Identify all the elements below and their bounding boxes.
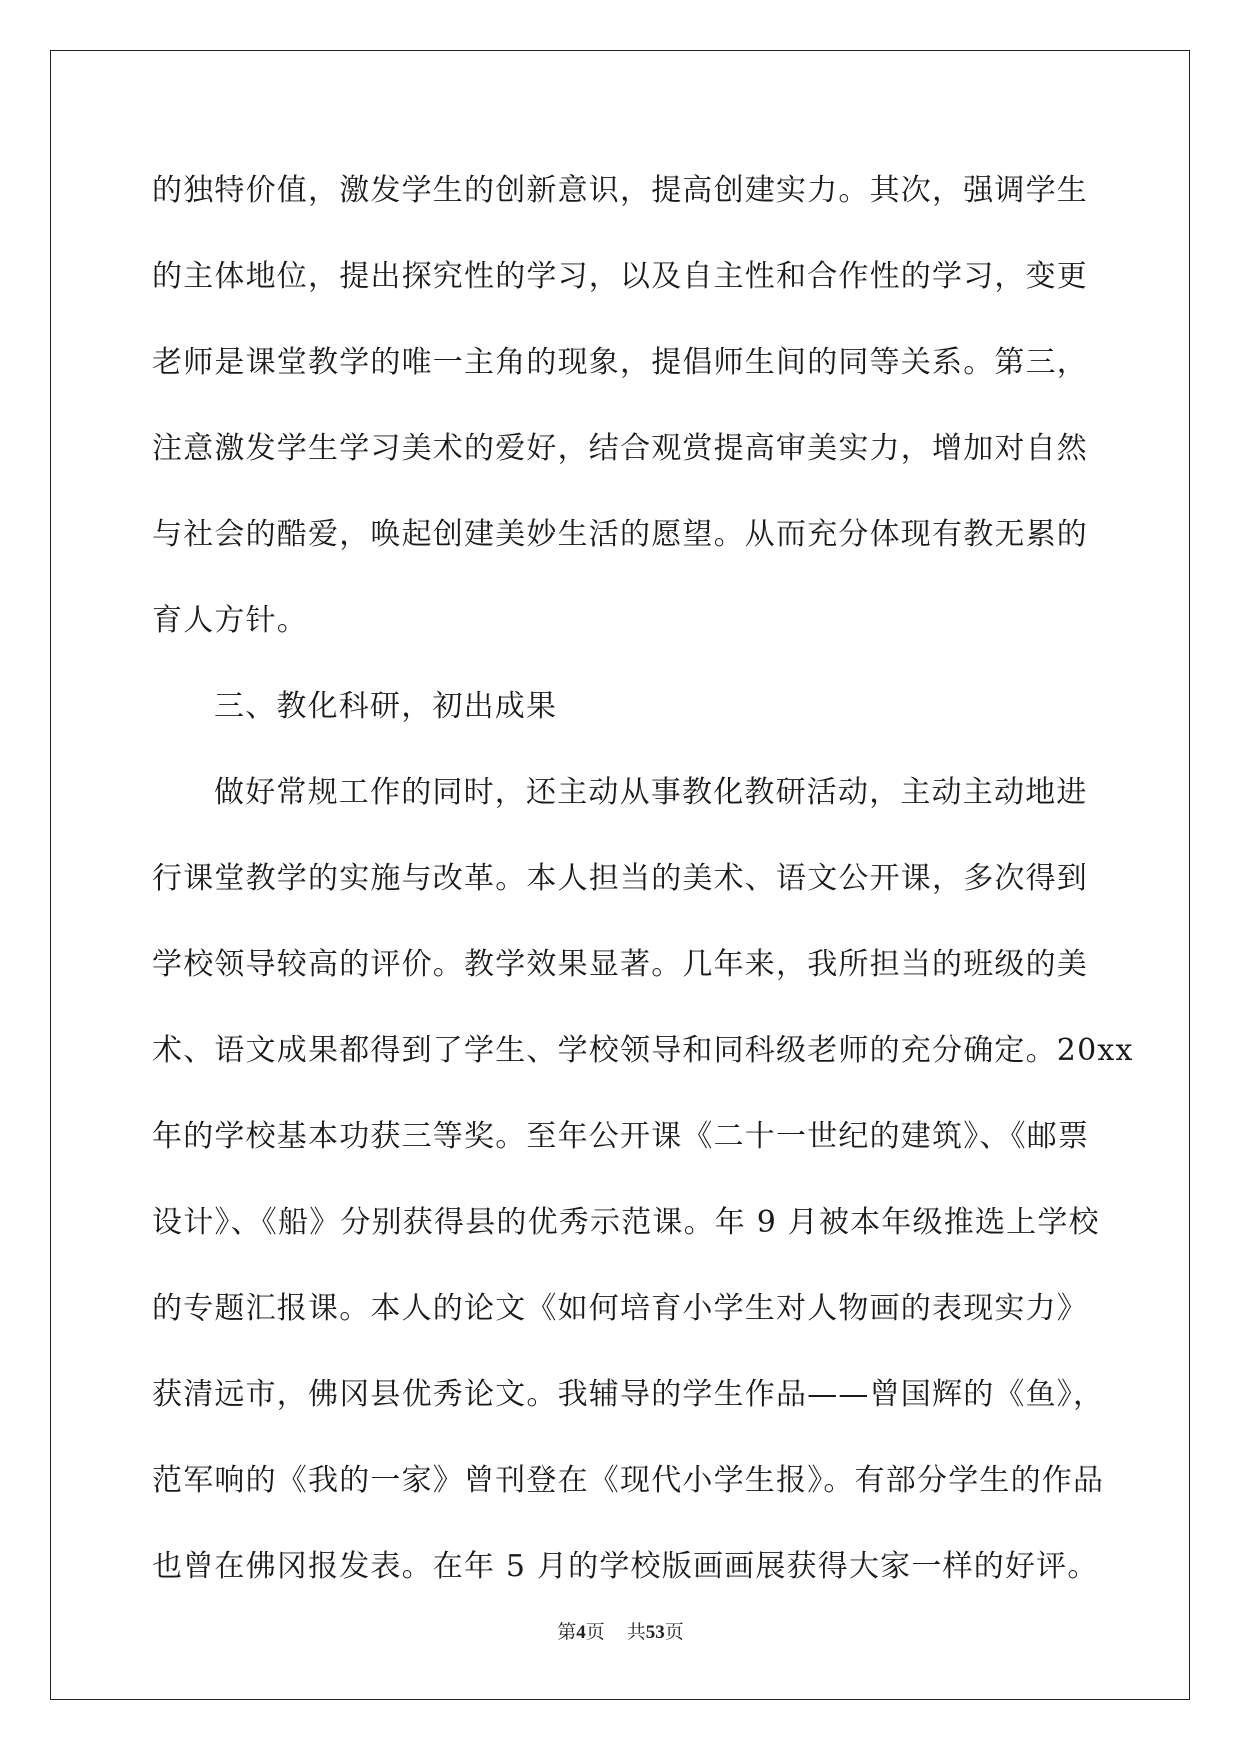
text-line: 的独特价值，激发学生的创新意识，提高创建实力。其次，强调学生: [152, 173, 1088, 208]
footer-total-prefix: 共: [626, 1622, 646, 1643]
footer-prefix: 第: [557, 1622, 577, 1643]
text-line: 设计》、《船》分别获得县的优秀示范课。年 9 月被本年级推选上学校: [152, 1205, 1100, 1240]
text-line: 获清远市，佛冈县优秀论文。我辅导的学生作品——曾国辉的《鱼》，: [152, 1377, 1105, 1412]
text-line: 的主体地位，提出探究性的学习，以及自主性和合作性的学习，变更: [152, 259, 1088, 294]
text-line: 年的学校基本功获三等奖。至年公开课《二十一世纪的建筑》、《邮票: [152, 1119, 1090, 1154]
footer-page-suffix: 页: [585, 1622, 605, 1643]
text-line: 也曾在佛冈报发表。在年 5 月的学校版画画展获得大家一样的好评。: [152, 1549, 1099, 1584]
text-line: 做好常规工作的同时，还主动从事教化教研活动，主动主动地进: [214, 775, 1088, 810]
section-heading: 三、教化科研，初出成果: [214, 689, 558, 724]
current-page-number: 4: [576, 1622, 586, 1643]
text-line: 术、语文成果都得到了学生、学校领导和同科级老师的充分确定。20xx: [152, 1033, 1134, 1068]
page-footer: [0, 1617, 1241, 1644]
document-body: [152, 160, 1134, 1622]
total-pages-number: 53: [645, 1622, 665, 1643]
text-line: 老师是课堂教学的唯一主角的现象，提倡师生间的同等关系。第三，: [152, 345, 1088, 380]
text-line: 育人方针。: [152, 603, 308, 638]
text-line: 范军响的《我的一家》曾刊登在《现代小学生报》。有部分学生的作品: [152, 1463, 1105, 1498]
text-line: 与社会的酷爱，唤起创建美妙生活的愿望。从而充分体现有教无累的: [152, 517, 1088, 552]
text-line: 注意激发学生学习美术的爱好，结合观赏提高审美实力，增加对自然: [152, 431, 1088, 466]
text-line: 的专题汇报课。本人的论文《如何培育小学生对人物画的表现实力》: [152, 1291, 1088, 1326]
text-line: 行课堂教学的实施与改革。本人担当的美术、语文公开课，多次得到: [152, 861, 1088, 896]
text-line: 学校领导较高的评价。教学效果显著。几年来，我所担当的班级的美: [152, 947, 1088, 982]
footer-total-suffix: 页: [664, 1622, 684, 1643]
